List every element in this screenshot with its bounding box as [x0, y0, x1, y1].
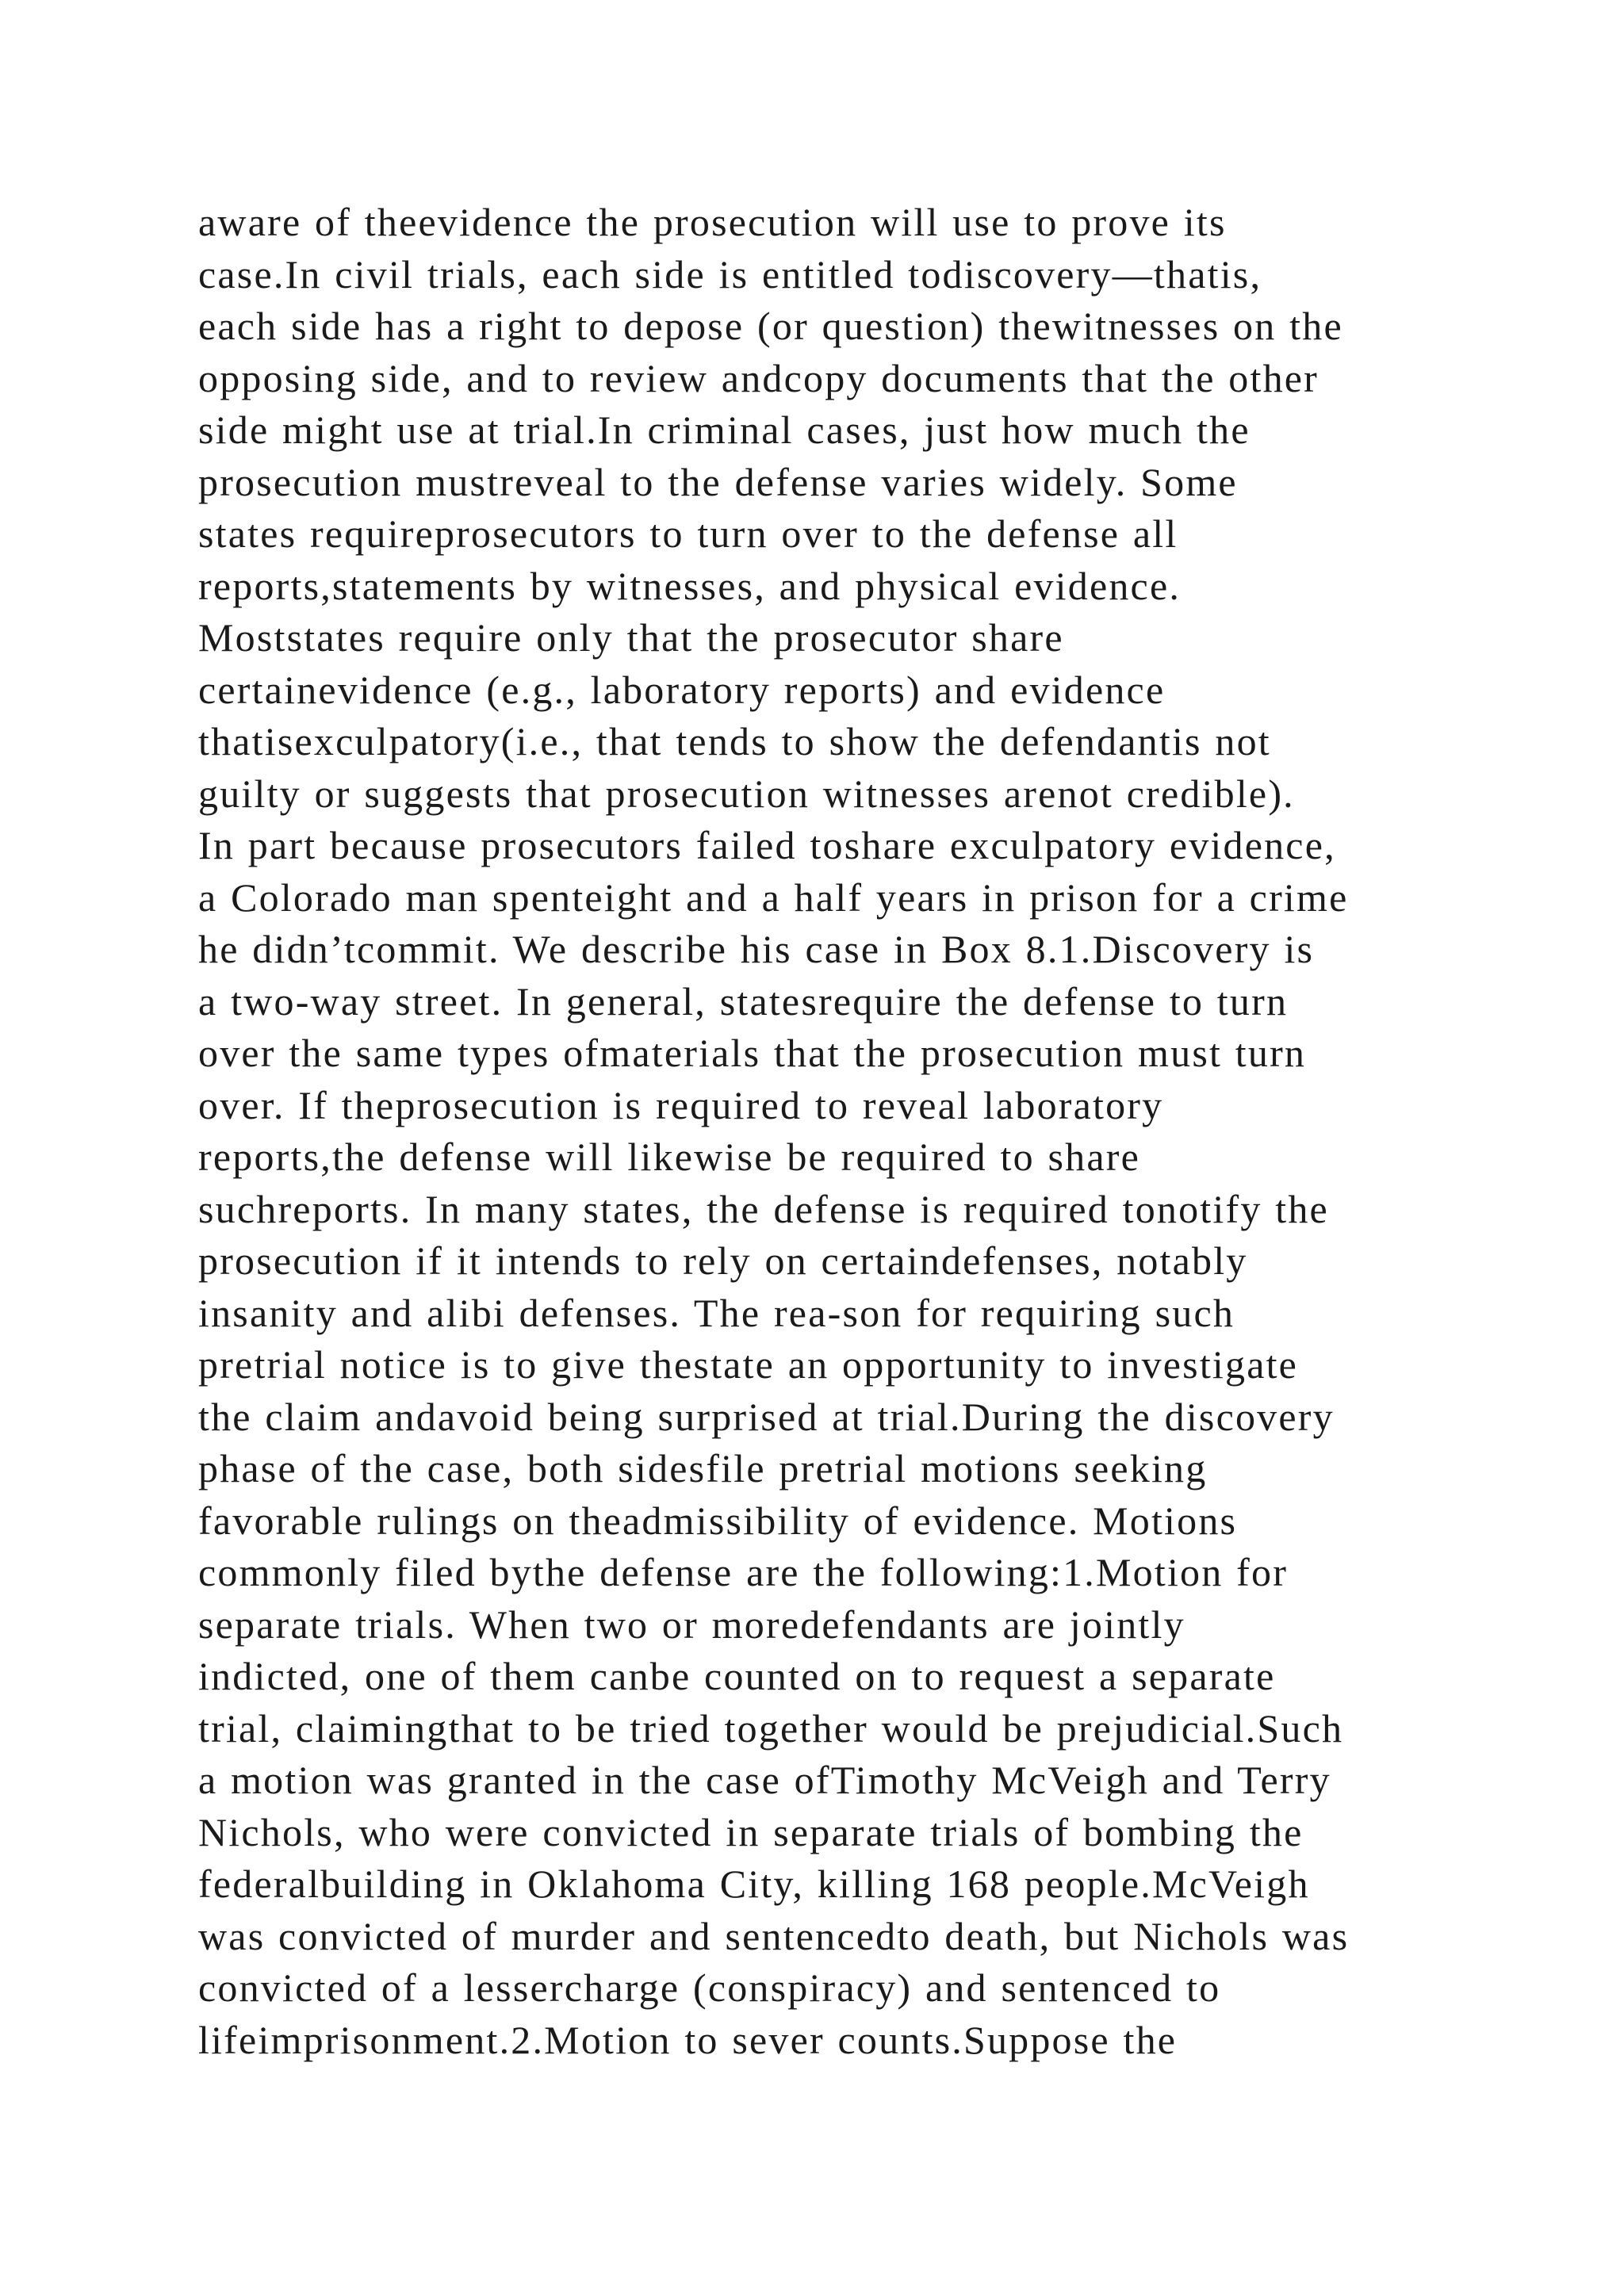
text-line-29: indicted, one of them canbe counted on to request a separate	[198, 1654, 1276, 1698]
text-line-33: federalbuilding in Oklahoma City, killing 168 people.McVeigh	[198, 1862, 1310, 1906]
text-line-13: In part because prosecutors failed toshare exculpatory evidence,	[198, 823, 1336, 867]
text-line-16: a two-way street. In general, statesrequire the defense to turn	[198, 978, 1289, 1024]
text-line-12: guilty or suggests that prosecution witnesses arenot credible).	[198, 771, 1295, 816]
text-line-30: trial, claimingthat to be tried together would be prejudicial.Such	[198, 1705, 1344, 1751]
text-line-28: separate trials. When two or moredefendants are jointly	[198, 1601, 1185, 1647]
text-line-4: opposing side, and to review andcopy documents that the other	[198, 355, 1320, 400]
text-line-5: side might use at trial.In criminal cases, just how much the	[198, 408, 1251, 452]
text-line-11: thatisexculpatory(i.e., that tends to show the defendantis not	[198, 719, 1271, 763]
text-line-1: aware of theevidence the prosecution will use to prove its	[198, 200, 1227, 244]
body-text	[198, 197, 1483, 2066]
text-line-25: phase of the case, both sidesfile pretrial motions seeking	[198, 1446, 1208, 1490]
text-line-22: insanity and alibi defenses. The rea-son for requiring such	[198, 1290, 1235, 1335]
text-line-17: over the same types ofmaterials that the prosecution must turn	[198, 1031, 1307, 1075]
text-line-9: Moststates require only that the prosecutor share	[198, 615, 1064, 660]
text-line-18: over. If theprosecution is required to reveal laboratory	[198, 1082, 1164, 1127]
text-line-3: each side has a right to depose (or question) thewitnesses on the	[198, 304, 1343, 348]
text-line-10: certainevidence (e.g., laboratory reports) and evidence	[198, 667, 1166, 712]
text-line-8: reports,statements by witnesses, and physical evidence.	[198, 563, 1182, 608]
text-line-7: states requireprosecutors to turn over to the defense all	[198, 511, 1178, 556]
text-line-32: Nichols, who were convicted in separate trials of bombing the	[198, 1809, 1304, 1854]
text-line-20: suchreports. In many states, the defense is required tonotify the	[198, 1186, 1329, 1231]
text-line-27: commonly filed bythe defense are the following:1.Motion for	[198, 1550, 1289, 1594]
text-line-19: reports,the defense will likewise be required to share	[198, 1135, 1140, 1179]
text-line-34: was convicted of murder and sentencedto death, but Nichols was	[198, 1913, 1350, 1958]
text-line-35: convicted of a lessercharge (conspiracy) and sentenced to	[198, 1965, 1221, 2010]
text-line-21: prosecution if it intends to rely on certaindefenses, notably	[198, 1238, 1248, 1283]
text-line-31: a motion was granted in the case ofTimothy McVeigh and Terry	[198, 1758, 1331, 1802]
text-line-24: the claim andavoid being surprised at trial.During the discovery	[198, 1394, 1335, 1439]
text-line-15: he didn’tcommit. We describe his case in Box 8.1.Discovery is	[198, 927, 1315, 971]
text-line-36: lifeimprisonment.2.Motion to sever counts.Suppose the	[198, 2017, 1178, 2062]
text-line-2: case.In civil trials, each side is entitled todiscovery—thatis,	[198, 251, 1262, 297]
text-line-14: a Colorado man spenteight and a half years in prison for a crime	[198, 874, 1349, 920]
text-line-26: favorable rulings on theadmissibility of evidence. Motions	[198, 1498, 1238, 1543]
text-line-23: pretrial notice is to give thestate an opportunity to investigate	[198, 1342, 1299, 1387]
text-line-6: prosecution mustreveal to the defense varies widely. Some	[198, 459, 1238, 504]
